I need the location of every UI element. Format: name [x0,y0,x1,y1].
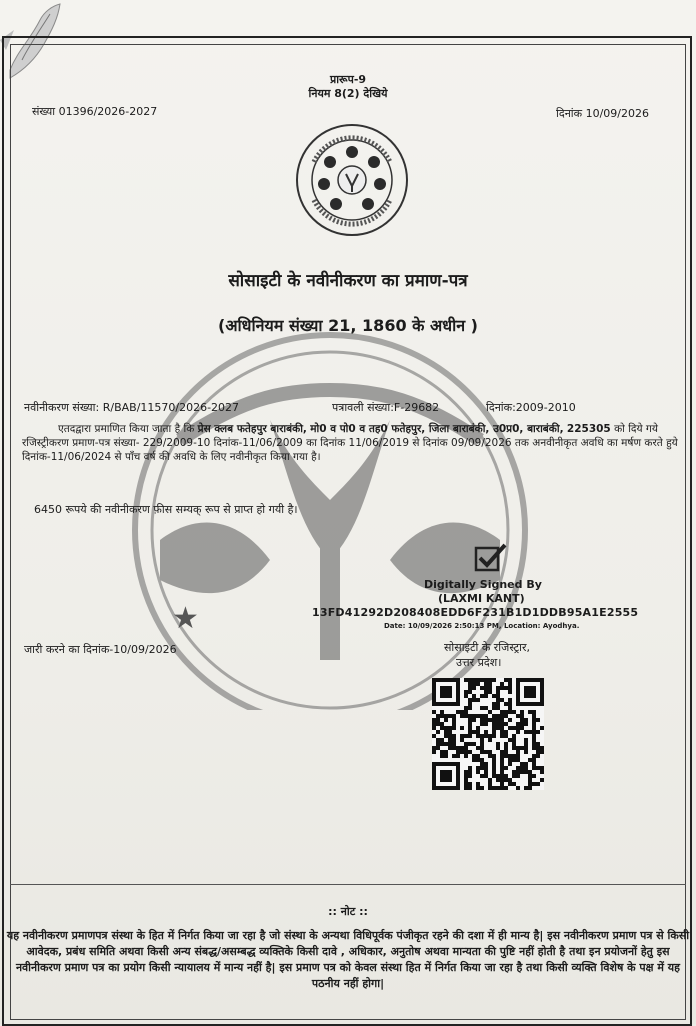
checkmark-icon [474,542,508,572]
certificate-body [22,422,682,464]
qr-code-icon[interactable] [432,678,544,790]
form-number: प्रारूप-9 [329,73,367,86]
certificate-subtitle: (अधिनियम संख्या 21, 1860 के अधीन ) [218,316,478,335]
file-date: दिनांक:2009-2010 [486,401,576,414]
file-number: पत्रावली संख्या:F-29682 [332,401,440,414]
registrar-seal-emblem-icon [294,122,410,238]
society-address: मो0 व पो0 व तह0 फतेहपुर, जिला बाराबंकी, उ0प्र0, बाराबंकी, [310,423,564,435]
signature-meta: Date: 10/09/2026 2:50:13 PM, Location: Ayodhya. [384,622,580,630]
serial-number: संख्या 01396/2026-2027 [32,105,158,118]
certificate-title: सोसाइटी के नवीनीकरण का प्रमाण-पत्र [228,271,468,291]
issue-date: जारी करने का दिनांक-10/09/2026 [24,643,177,656]
body-details: को दिये गये रजिस्ट्रीकरण प्रमाण-पत्र संख्या- 229/2009-10 दिनांक-11/06/2009 का दिनांक 11/06/2019 से दिनांक 09/09/2026 तक अनवीनीकृत अवधि का मर्षण करते हुये दिनांक-11/06/2024 से पाँच वर्ष की अवधि के लिए नवीनीकृत किया गया है। [22,423,678,463]
note-divider [10,884,686,885]
header-date: दिनांक 10/09/2026 [556,107,649,120]
society-pincode: 225305 [566,423,611,435]
registrar-designation: सोसाइटी के रजिस्ट्रार, [444,641,530,654]
fee-statement: 6450 रूपये की नवीनीकरण फ़ीस सम्यक् रूप से प्राप्त हो गयी है। [34,503,298,516]
signature-hash: 13FD41292D208408EDD6F231B1D1DDB95A1E2555 [312,606,639,619]
society-name: प्रेस क्लब फतेहपुर बाराबंकी, [197,423,307,435]
star-icon: ★ [172,601,199,636]
digital-signature-title: Digitally Signed By [424,578,542,591]
signer-name: (LAXMI KANT) [438,592,525,605]
note-title: :: नोट :: [328,905,368,918]
registrar-state: उत्तर प्रदेश। [456,656,502,669]
body-intro: एतदद्वारा प्रमाणित किया जाता है कि [58,423,195,435]
note-text: यह नवीनीकरण प्रमाणपत्र संस्था के हित में निर्गत किया जा रहा है जो संस्था के अन्यथा विधिपूर्वक पंजीकृत रहने की दशा में ही मान्य है| इस नवीनीकरण प्रमाण पत्र से किसी आवेदक, प्रबंध समिति अथवा किसी अन्य संबद्ध/असम्बद्ध व्यक्तिके किसी दावे , अधिकार, अनुतोष अथवा मान्यता की पुष्टि नहीं होती है तथा इन प्रयोजनों हेतु इस नवीनीकरण प्रमाण पत्र का प्रयोग किसी न्यायालय में मान्य नहीं है| इस प्रमाण पत्र को केवल संस्था हित में निर्गत किया जा रहा है तथा किसी व्यक्ति विशेष के पक्ष में यह पठनीय नहीं होगा| [6,929,690,990]
renewal-number: नवीनीकरण संख्या: R/BAB/11570/2026-2027 [24,401,240,414]
rule-reference: नियम 8(2) देखिये [308,87,388,100]
